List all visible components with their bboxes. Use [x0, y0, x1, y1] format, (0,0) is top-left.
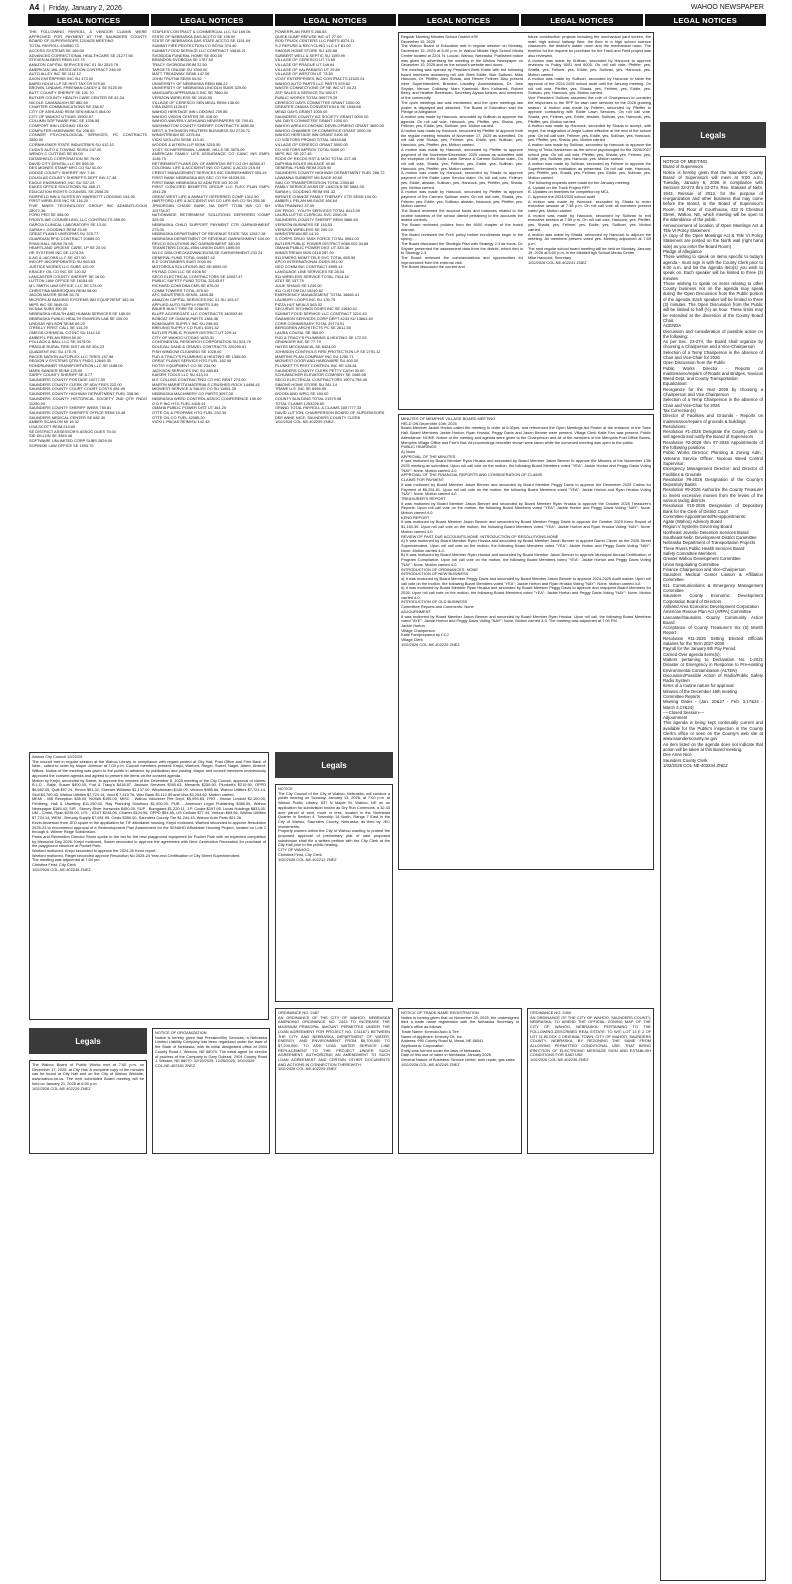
school-minutes-part-1: Regular Meeting Minutes School District #39 December 15, 2025 The Wahoo Board of Education met in regular session on Monday, December 15, 2025 at 6:00 p.m. in Wahoo Middle High School Media Center located at 2201 N. Locust, Wahoo, Nebraska. Published notice was given by advertising the meeting in the Wahoo Newspaper on December 10, 2025 and on the school's website and doors. The meeting was opened by President Brett Eddie with the following board members answering roll call: Brett Eddie, Bob Sullivan, Mike Hancock, Dr. Pfeiffer, Alex Shada, and Renee Fellmer. Also present were Superintendent, Brandon Lavalley, Administrators, Dr. Josh Snyder, Vernon Colldway, Marc Kaminski, Ben Kulhanek, Robert Berry, and Heather Beeleman, Secretary Alyssa Nelson, and members of the community. The open meetings law was mentioned, and the open meetings law poster is displayed and attached. The Board of Education said the Pledge of Allegiance. A motion was made by Hancock, seconded by Sullivan to approve the agenda. On roll call vote, Hancock, yes, Pfeiffer, yes, Shada, yes, Fellmer, yes, Eddie, yes, Sullivan, yes. Motion carried. A motion was made by Hancock, seconded by Pfeiffer to approve both the regular meeting minutes of November 17, 2025 as submitted. On roll call vote Shada, yes, Fellmer, yes, Eddie, yes, Sullivan, yes, Hancock, yes, Pfeiffer, yes. Motion carried. A motion was made by Hancock, seconded by Pfeiffer to approve payment of the November/December 2025 claims as submitted with the exception of the Eddie Lawn Service & Carmen Sullivan claim. On roll call vote, Shada, yes, Fellmer, yes, Eddie, yes, Sullivan, yes, Hancock, yes, Pfeiffer, yes. Motion carried. A motion was made by Hancock, seconded by Shada to approve payment of the Eddie Lawn Service claim. On roll call vote, Fellmer, yes, Eddie, abstain, Sullivan, yes, Hancock, yes, Pfeiffer, yes, Shada, yes. Motion carried. A motion was made by Hancock, seconded by Pfeiffer to approve payment of the Carmen Sullivan claim. On roll call vote, Shada, yes, Fellmer, yes, Eddie, yes, Sullivan, abstain, Hancock, yes, Pfeiffer, yes. Motion carried. The Board reviewed the account funds and balances related to the routine business of the school district pertaining to the accounts the district controls. The Board reviewed policies from the 6000 chapter of the board manual. The Board reviewed the PreK policy before enrollments begin in the spring. The Board discussed the Strategic Plan with Strategy 2.3 as focus. Dr. Snyder presented the assessment data from the district, which tied in to Strategy 2.3. The Board reviewed the commendations and opportunities for improvement from the external visit. The Board discussed the current and [401, 34, 523, 270]
legal-notices-bar-1: LEGAL NOTICES [28, 14, 149, 26]
memphis-minutes: MINUTES OF MEMPHIS VILLAGE BOARD MEETING HELD ON December 10th, 2025 Board Member Jackie Horton called the meeting to order at 6:30pm. and referenced the Open Meetings Act Poster at the entrance of the Town Hall. Board Members Jackie Horton, Ryan Hruska, Peggy Davis and Jason Benner were present. Village Clerk Katie Farr was present. Public Attendance: NONE. Notice of the meeting and agenda were given to the Chairperson and all of the members of the Memphis Post Office Boxes, Memphis Village Office and Farr's Bar. All proceedings hereafter shown were taken while the convened meeting was open to the public. PUBLIC HEARINGS A) None APPROVAL OF THE MINUTES It was motioned by Board Member Ryan Hruska and seconded by Board Member Jason Benner to approve the Minutes of the November 13th 2025 meeting as submitted. Upon roll call vote on the motion, the following Board Members voted "YEA": Jackie Horton and Peggy Davis Voting "NAY": None. Motion carried 4-0. APPROVAL OF THE FINANCIAL REPORTS AND CONSIDERATION OF CLAIMS CLAIMS FOR PAYMENT It was motioned by Board Member Jason Benner and seconded by Board Member Peggy Davis to approve the December 2025 Claims for Payment of $6,251.61. Upon roll call vote on the motion, the following Board Members voted "YEA": Jackie Horton and Ryan Hruska Voting "NAY": None. Motion carried 4-0. TREASURER'S REPORT It was motioned by Board Member Jason Benner and seconded by Board Member Ryan Hruska to approve the October 2025 Treasurer's Reports. Upon roll call vote on the motion, the following Board Members voted "YEA": Jackie Horton and Peggy Davis Voting "NAY": None. Motion carried 4-0. KENO REPORT It was motioned by Board Member Jason Benner and seconded by Board Member Peggy Davis to approve the October 2025 Keno Report of $1,163.39. Upon roll call vote on the motion, the following Board Members voted "YEA": Jackie Horton and Ryan Hruska Voting "NAY": None. Motion carried 4-0. REVIEW OF PAST DUE ACCOUNTS-NONE. INTRODUCTION OF RESOLUTIONS-NONE A) It was motioned by Board Member Ryan Hruska and seconded by Board Member Jason Benner to appoint Darrel Clever as the 2026 Street Superintendent. Upon roll call vote on the motion, the following Board Members voted "YEA": Jackie Horton and Peggy Davis Voting "NAY": None. Motion carried 4-0. B) It was motioned by Board Member Ryan Hruska and seconded by Board Member Jason Benner to approve Municipal Annual Certification of Program Compliance. Upon roll call vote on the motion, the following Board Members voted "YEA": Jackie Horton and Peggy Davis Voting "NAY": None. Motion carried 4-0. INTRODUCTION OF ORDINANCES- NONE INTRODUCTION OF NEW BUSINESS a) It was motioned by Board Member Peggy Davis and seconded by Board Member Jason Benner to approve 2024-2025 Audit waiver. Upon roll call vote on the motion, the following Board Members voted "YEA": Jackie Horton and Ryan Hruska Voting "NAY": None. Motion carried 4-0. b) It was motioned by Board Member Ryan Hruska and seconded by Board Member Peggy Davis to approve and reappoint Board Members for 2026. Upon roll call vote on the motion, the following Board Members voted "YEA": Jackie Horton and Peggy Davis Voting "NAY": None. Motion carried 4-0. INTRODUCTION OF OLD BUSINESS Committee Reports and Comments- None ADJOURNMENT It was motioned by Board Member Jason Benner and seconded by Board Member Ryan Hruska. Upon roll call, the following Board Members voted "AYE": Jackie Horton and Peggy Davis Voting "NAY": None. Motion carried 4-0. The meeting was adjourned at 7:00 PM. Jackie Horton Village Chairperson Katie Farr/prepared by CCJ Village Clerk 1/02/2026 COL-NE-402225 ZNEZ [401, 416, 651, 647]
board-meeting-notice: NOTICE OF MEETING Board of Supervisors Notice is hereby given that the Saunders County Board of Supervisors will meet at 9:00 a.m., Tuesday, January 6, 2026 in compliance with Sections 23-272 thru 23-274, Rev. Statutes of Nebr. 1943, Reissue of 2012, for the purpose of reorganization and other business that may come before the Board, in the Board of Supervisor's Room, 3rd Floor of Courthouse, 433 N Chestnut Street, Wahoo, NE, which meeting will be open to the attendance of the public. Announcement of location of Open Meetings Act & Title VI Policy Statement (A copy of the Open Meetings Act & Title VI Policy Statement are posted on the North wall (right hand side) as you enter the Board Room) Pledge of Allegiance Those wishing to speak on items specific to today's agenda - must sign in with the County Clerk prior to 9:00 a.m. and list the agenda item(s) you wish to speak on. Each speaker will be limited to three (3) minutes Those wishing to speak on items relating to other County business not on the agenda may speak during the Open Discussion from the Public portion of the agenda. Each speaker will be limited to three (3) minutes. The Open Discussion from the Public will be limited to half (½) an hour. These limits may be extended at the discretion of the County Board Chair. AGENDA Discussion and consideration of possible action on the following: As per Sec. 23-274, the Board shall organize by choosing a Chairperson and a Vice-Chairperson Selection of a Temp Chairperson in the absence of Chair and Vice-Chair for 2026 Open Discussion from the Public Public Works Director - Reports on maintenance/repairs of Roads and Bridges, Noxious Weed Dept. and County Transportation: Equalization: Reorganize for the Year 2026 by choosing a Chairperson and Vice Chairperson Selection of a Temp Chairperson in the absence of Chair and Vice-Chair for 2026 Tax Correction(s) Director of Facilities and Grounds - Reports on maintenance/repairs of grounds & buildings Resolutions: Resolution #1-2026 Designate the County Clerk to sell agenda and notify the Board of Supervisors Resolution #2-2026 thru #7-2026 Appointments of the following positions Public Works Director; Planning & Zoning Adm.; Veterans Service Officer; Noxious Weed Control Supervisor; Emergency Management Director; and Director of Facilities & Grounds Resolution #8-2026 Designation of the County's Depository Banks Resolution #9-2026 Authorize the County Treasurer to invest excessive monies from the levies of the various taxing districts Resolution #10-2026 Designation of Depository Bank for the Clerk of District Court Committee Appointments/Re-appointments: Agate (Wahoo) Advisory Board Region V Systems Governing Board Northeast Juvenile Detention Services Board Southeast Nebr. Development District Committee Nebraska Department of Transportation Projects Three Rivers Public Health Services Board Safety Committee Members Greater Wahoo Development Committee Union Negotiating Committee Finance Chairperson and Vice-Chairperson Saunders Medical Center Liaison & Affiliation Committee 911 Communications & Emergency Management Committee Saunders County Economic Development Corporation Board of Directors Ashland Area Economic Development Corporation American Rescue Plan Act (ARPA) Committee Lancaster/Saunders County Community Action Board Acceptance of County Treasurer's Six (6) Month Report Resolution #11-2026 Setting Elected Officials Salaries for the Term 2027-2030 Payroll for the January 9th Pay Period Carried Over agenda items(s): Matters pertaining to Declaration No. 1-2021 Disaster or Emergency in Response to Pre-existing Environmental Contamination (ALTEN) Discussion/Possible Action of Radio/Public Safety Radio System Items of a routine nature for approval: Minutes of the December 16th meeting Committee Reports Meeting Dates - (Jan. 20&27 - Feb. 3,17&24 - March 3,17&24) ----Closed Session---- Adjournment This agenda is being kept continually current and available for the Public's inspection in the County Clerk's office or seen on the County's web site at www.saunderscounty.ne.gov An item listed on the agenda does not indicate that action will be taken at this Board meeting. Dee Anne Nice Saunders County Clerk 1/02/2026 COL-NE-402234 ZNEZ [663, 159, 763, 768]
ordinance-2490: ORDINANCE NO. 2490 AN ORDINANCE OF THE CITY OF WAHOO, SAUNDERS COUNTY, NEBRASKA, TO AMEND THE OFFICIAL ZONING MAP OF THE CITY OF WAHOO, NEBRASKA, PERTAINING TO THE FOLLOWING-DESCRIBED REAL ESTATE: TO WIT: LOT 13 E 2 OF LOT 11 BLOCK 2 ORIGINAL TOWN, CITY OF WAHOO, SAUNDERS COUNTY, NEBRASKA; BY REZONING THE SAME FROM ALLOWING PERMITTED CONDITIONAL USE, THAT BEING ERECTION OF ELECTRONIC MESSAGE SIGN AND ESTABLISH CONDITIONS FOR SAID USE 1/02/2026 COL-NE-402236 ZNEZ [530, 1010, 651, 1063]
issue-date: Friday, January 2, 2026 [48, 4, 122, 12]
legals-heading-right: Legals [660, 122, 766, 148]
legal-notices-bar-row [28, 14, 766, 26]
public-works-notice: The Wahoo Board of Public Works met at 7:00 p.m. on December 17, 2025, at City Hall. A complete copy of the minutes can be found at City Hall and on the City of Wahoo Website, www.wahoo.ne.us. The next scheduled Board meeting will be held on January 21, 2026 at 6:00 p.m. 1/02/2026 COL-NE-402229 ZNEZ [32, 1062, 144, 1091]
school-minutes-part-2: future construction projects including the mechanical yard screen, the main high school hallway floor, the floor in a high school science classroom, the district's ladder room and the mechanical room. The timeline for the request for purchase for the Track and Field project was also reviewed. A motion was made by Sullivan, seconded by Hancock to approve revisions to Policy 6001 and 6005. On roll call vote, Pfeiffer, yes, Shada, yes, Fellmer, yes, Eddie, yes, Sullivan, yes, Hancock, yes. Motion carried. A motion was made by Sullivan, seconded by Hancock to table the approval of the 2024-2025 school audit until the January meeting. On roll call vote, Pfeiffer, yes, Shada, yes, Fellmer, yes, Eddie, yes, Sullivan, yes, Hancock, yes. Motion carried. Vice President Sullivan assumed the role of Chairperson to consider the responses to the RFP for lawn care services for the 2026 growing season. A motion was made by Fellmer, seconded by Pfeiffer to approve contracting with Eddie Lawn Services. On roll call vote, Shada, yes, Fellmer, yes, Eddie, abstain, Sullivan, yes, Hancock, yes, Pfeiffer, yes. Motion carried. A motion was made by Hancock, seconded by Shada to accept, with regret, the resignation of Angie Luben effective at the end of the school year. On roll call vote, Fellmer, yes, Eddie, yes, Sullivan, yes, Hancock, yes, Pfeiffer, yes, Shada, yes. Motion carried. A motion was made by Sullivan, seconded by Hancock to approve the hiring of Tricia Hankerson as the school psychologist for the 2026/2027 school year. On roll call vote, Pfeiffer, yes, Shada, yes, Fellmer, yes, Eddie, yes, Sullivan, yes, Hancock, yes. Motion carried. A motion was made by Sullivan, seconded by Fellmer to approve the Superintendent's evaluation as presented. On roll call vote, Hancock, yes, Pfeiffer, yes, Shada, yes, Fellmer, yes, Eddie, yes, Sullivan, yes. Motion carried. The following requests were made for the January meeting: A. Update on the Track Project RFP B. Updates on timelines for completion by MCL C. Approve the 2024/2025 school audit A motion was made by Hancock, seconded by Shada to enter executive session at 7:38 p.m. On roll call vote all members present voted yes. Motion carried. A motion was made by Hancock, seconded by Sullivan to exit executive session at 7:59 p.m. On roll call vote, Hancock, yes, Pfeiffer, yes, Shada, yes, Fellmer, yes, Eddie, yes, Sullivan, yes. Motion carried. A motion was made by Shada, seconded by Hancock to adjourn the meeting. All members present voted yes. Meeting adjourned at 7:59 p.m. The next regular school board meeting will be held on Monday, January 19, 2026 at 6:00 p.m. in the Middle/High School Media Center. Mike Hancock, Secretary 1/02/2026 COL-NE-402241 ZNEZ [528, 34, 651, 265]
page-number: A4 [29, 2, 40, 12]
legal-notices-bar-2: LEGAL NOTICES [151, 14, 272, 26]
newspaper-name: WAHOO NEWSPAPER [690, 3, 764, 11]
organization-notice: NOTICE OF ORGANIZATION Notice is hereby given that PrecisionSky Services, a Nebraska Limited Liability Company has been organized under the laws of the State of Nebraska, with its initial designated office at 2904 County Road J, Weston, NE 68070. The initial agent for service of process of the Company is Gary Dolezal, 2904 County Road J, Weston, NE 68070. 12/19/2025, 12/26/2025, 1/02/2026 COL-NE-402181 ZNEZ [155, 1030, 267, 1068]
ordinance-2487: ORDINANCE NO. 2487 AN ORDINANCE OF THE CITY OF WAHOO, NEBRASKA AMENDING ORDINANCE NO. 2443 TO INCREASE THE MAXIMUM PRINCIPAL AMOUNT PERMITTED UNDER THE LOAN AGREEMENT FOR PROJECT NO. C311671 BETWEEN THE CITY AND NEBRASKA DEPARTMENT OF WATER, ENERGY, AND ENVIRONMENT FROM $5,700,000 TO $7,200,000; TO ADD LEAD WATER SERVICE LINE REPLACEMENT TO THE PROJECT UNDER SUCH AGREEMENT; AUTHORIZING AN AMENDMENT TO SUCH LOAN AGREEMENT AND CERTAIN OTHER DOCUMENTS AND ACTIONS IN CONNECTION THEREWITH. 1/02/2026 COL-NE-402225 ZNEZ [278, 1010, 390, 1072]
legal-notices-bar-5: LEGAL NOTICES [521, 14, 642, 26]
city-hearing-notice: NOTICE The City Council of the City of Wahoo, Nebraska, will conduct a public hearing on Tuesday, January 13, 2026, at 7:00 p.m. at Wahoo Public Library, 637 N Maple St, Wahoo, NE on an application for subdivision known as Dry Run Commons, a 32.43 acre parcel of land, more or less, located in the Northeast Quarter in Section 4, Township 14 North, Range 7 East in the City of Wahoo, Saunders County, Nebraska, as filed by JEC Investments. Property owners within the City of Wahoo wanting to protest the proposed approval of preliminary plat of said proposed subdivision shall file a written petition with the City Clerk at the City Hall prior to the public hearing. CITY OF WAHOO Christina Feist, City Clerk 1/02/2026 COL-NE-402212 ZNEZ [278, 786, 390, 862]
city-council-minutes: Wahoo City Council 12/22/25 The council met in regular session at the Wahoo Library, in compliance with regard posted at City Hall, Post Office and First Bank of Nebr., called to order by Mayor Johnson at 7:00 p.m. Council members present: Krejci, Warford, Riegel, Sweet, Nagel, Albert. Absent: Wilkes. Notice of the meeting was given to the public in advance by publication and posting. Mayor and council members unanimously approved the consent agenda and agreed to present the items on the consent agenda. Motion by Krejci, seconded by Sweet, to approve the minutes of the December 8, 2025 meeting of the City Council, approval of claims: B.L.D - Baltz, Susan $400.00, Fud & Tracy's $418.87, Jackson Services $390.63, Menards $259.50, Plunkett's $219.50, OPPD $6,652.05, Quill $97.24, Revco $51.32, Sherwin-Williams $1,137.00, Windstream $145.09, Verizon $985.66, Wahoo Utilities $7,724.14, Stull $4,760.43, Wahoo Utilities $7,724.14, Vinci $ 7,410.76, Wex Bank $3,112.59 and Visa $3,254.62. Motion carried. MEMI - MB Reception $35.00, NOWA $195.00, MISC - Wahoo Volunteer Fire Dept. $5,999.83, FRO - Brown Lindahl $2,100.00, Fehlberg, Hall & Ulwelling $11,250.00, Ray Planning Solutions $1,000.00, PUB - American Legal Publishing $380.00, Wahoo Newspaper $165.43, SIR - Stoney River Ironworks $450.00, SUP - Bomgaars $1,220.11, J.P. Cooke $197.95, Lucas Holdings $833.00, UM - Christ, Ryan $235.00, UTL - AT&T $248.05, Charter $124.95, OPPD $54.85, US Cellular $77.44, Verizon $65.56, Wahoo Utilities $7,724.14, WEM - Breunig Supply $7,651.95. Costs $350.00, Saunders County Tire $1,244.43, Wahoo Auto Parts $21.26. Kevin Anderson from JEO spoke to the application for TIF affordable housing. Krejci motioned, Warford seconded to approve Resolution 2025-23 to recommend approval of a Redevelopment Plan Amendment for the SENAHD Affordable Housing Project, located on Lots 1 through 6, Wilmer Ridge Subdivision. Parks and Recreation Director Sturtz spoke to the bid for the new playground equipment for Pocket Park with an expected completion by Memorial Day 2026. Krejci motioned, Sweet seconded to approve the agreement with Next Generation Recreation for purchase of the playground structure at Pocket Park. Warford motioned, Krejci seconded to approve the 2024-25 Keno report. Warford motioned, Riegel seconded approve Resolution No 2025-24 Year-end Certification of City Street Superintendent. The meeting was adjourned at 7:54 pm Christina Feist, City Clerk 1/02/2026 COL-NE-402248 ZNEZ [32, 754, 266, 872]
legals-heading-left: Legals [29, 1028, 147, 1054]
legal-notices-bar-6: LEGAL NOTICES [645, 14, 766, 26]
legal-notices-bar-4: LEGAL NOTICES [398, 14, 519, 26]
legals-heading-middle: Legals [275, 752, 393, 778]
claims-column-1: THE FOLLOWING PAYROLL & VENDOR CLAIMS WERE APPROVED FOR PAYMENT AT THE SAUNDERS COUNTY BOARD OF SUPERVISORS 12/16/25 MEETING TOTAL PAYROLL 404550.73 ACCESS SYSTEMS SE 169.00 ADVANCED CORRECTIONAL HEALTHCARE SE 21277.58 STEVEN ALBERS REIM 107.73 AMAZON CAPITAL SERVICES INC 01 SU 2515.78 AMERICAN JAIL ASSOCIATION CONTRACT 246.00 AUTO ALLEY INC SE 1111.12 AXON ENTERPRISE INC SU 473.92 BAIRD HOLM LLP SE HIST TAX CR 579.00 BROWN, LINDAHL FREEMAN CADDY & SE 9125.00 BUTT COUNTY SHERIFF SE 101.70 BUTLER COUNTY HEALTH CARE CENTER SE 42.34 NICOLE CAVANAUGH SE 882.50 CHARTER COMMUNICATIONS SE 338.97 CITY OF ASHLAND REIM SEN MEALS 564.00 CITY OF WAHOO UT/GAS 15902.57 COLUMN SOFTWARE PBC SE 1206.55 COMPORT INN LODGING 153.00 COMPUTER HARDWARE SU 208.00 CONNER PSYCHOLOGICAL SERVICES, PC CONTRACTS 2850.00 CORNHUSKER STATE INDUSTRIES SU 412.10 CUDA'S AUTO & TOWING SE/SU 247.00 WENDY C CUTTING SE 55.00 DATASHIELD CORPORATION SE 75.00 DAVID CITY DENTAL LLC SE 895.00 DES MOINES STAMP MFG CO SU 41.00 DODGE COUNTY SHERIFF INV 7.46 DOUGLAS COUNTY SHERIFF'S DEPT INV 17.48 EAGLE ENGRAVING, INC SU 337.23 EAKES OFFICE SOLUTIONS SU 468.17 EDUCATION RIGHTS COUNSEL SE 2506.25 FAIRFIELD INN & SUITES BY MARRIOTT LODGING 154.95 FIRST WIRELESS INC SE 116.20 FIVE NINES TECHNOLOGY GROUP INC ADMIN/TL/COLB 28072.36 FORD PRO SE 308.00 FRONTLINE COUNSELING, LLC CONTRACTS 395.00 GARCIA CLINICAL LABORATORY SE 13.00 SARAH L GOODING REIM 25.00 GREAT PLAINS UNIFORMS SU 378.77 GUARDIAN RFID CONTRACT 20689.00 RYAN HALL SE/MI 76.08 HEARTLAND URGENT CARE, LP SE 20.00 HR SYSTEMS INC SE 1274.28 ILAG & JACOBS LLC SE 437.50 INDOFF INCORPORATED SU 563.63 JUSTICE WORKS LLC SUBS 120.00 KRACEY OIL CO INC SE 120.02 LANCASTER COUNTY SHERIFF SE 16.00 LUTTON LAW OFFICE SE 16154.65 M L SMITH LAW OFFICE, LLC SE 175.00 CHRISTINA MARROQUIN REIM 98.00 JACOB MAYER SE/MI 34.76 MICROFILM IMAGING SYSTEMS IND EQUIP RENT 162.34 MIPS INC SE 3649.03 NCDAA SUBS 350.00 NEBRASKA HEALTH AND HUMAN SERVICES SE 180.00 NEBRASKA PUBLIC HEALTH ENVIRON LAB SE 105.00 LINDSAY NELSON SE/MI 69.20 O'REILLY FIRST CALL SE 114.29 OMEGA CHEMICAL CO INC SU 1114.19 AMBER L PELAN REIM 50.00 POLLACK & BALL LLC SE 3475.00 PRAGUE RURAL FIRE DIST #6 SE 304.23 QUADIENT INC SU 175.75 RACER NATION AUTOPLEX LLC TIRES 157.98 REGION V SYSTEMS QTRLY FNDG 12649.35 RONDRUNNER TRANSPORTATION LLC SE 1188.00 MARK SANDER SE/MI 125.00 SARPY COUNTY SHERIFF SE 8.77 SAUNDERS COUNTY POSTAGE 10277.59 SAUNDERS COUNTY CLERK OF ADV FEES 222.00 SAUNDERS COUNTY COURT COURT COSTS 481.99 SAUNDERS COUNTY HIGHWAY DEPARTMENT FUEL 338.96 SAUNDERS COUNTY HISTORICAL SOCIETY 2ND QTR FNDG 11250.00 SAUNDERS COUNTY SHERIFF WEBS 750.81 SAUNDERS COUNTY SHERIFFS OFFICE REIM 10.48 SAUNDERS MEDICAL CENTER SE 882.30 AMBER SCANLON MI 16.32 LISA SCOTT REIM 219.60 SE DISTRICT ASSESSOR'S ASSOC DUES 75.00 SID DILLON SE 3363.48 SOFTWARE UNLIMITED CORP SUBS 2629.00 SOPINSKI LAW OFFICE SE 1593.75 [29, 29, 147, 448]
claims-column-3: POWERPLAN PARTS 266.83 QUICK DUMP REFUSE INC UT 27.00 ROD TRUCK CENTERS LLC PARTS 8374.11 S-2 REFUSE & RECYCLING LLC UT 81.00 SIMONS HOME STORE SU 126.88 SUBBERT WELL & SEPTIC SU 1199.99 VILLAGE OF CERESCO UT 73.65 VILLAGE OF PRAGUE UT 149.64 VILLAGE OF VALPARAISO UT 29.85 VILLAGE OF WESTON UT 73.50 VOGT ENTERPRISES INC CONTRACTS 11520.01 WAHOO AUTO PARTS LLC PARTS 925.62 WASTE CONNECTIONS OF NE INC UT 40.23 ZEP SALES & SERVICE SU 592.07 PUBLIC WORKS TOTAL 565779.29 CERESCO DAYS COMMITTEE GRANT 1000.00 GREATER OMAHA CONVENTION & SE 1548.68 MEAD DAYS GRANT 1000.00 SAUNDERS COUNTY AG SOCIETY GRANT 5000.00 VAL DAYS COMMITTEE GRANT 1000.00 WAHOO AREA ECONOMIC DEVELOPMENT GRANT 3600.00 WAHOO CHAMBER OF COMMERCE GRANT 3000.00 WAHOO HERITAGE INN GRANT 2400.00 CO VISITORS PROMO TOTAL 18449.68 VILLAGE OF CERESCO GRANT 5000.00 CO VISITORS IMPROV TOTAL 5000.00 MIPS INC SE 227.45 RODS OF RECDS RST & MOD TOTAL 227.45 DAPHINA BOLES MILEAGE 40.60 GENERAL FUND REIM 2025.90 SAUNDERS COUNTY HIGHWAY DEPARTMENT FUEL 286.72 LAWANNA SUBBERT MILEAGE 40.60 SAU CO TRANSPORTATION TOTAL 2393.80 FAMILY SERVICE ASSN OF LINCOLN SE 5683.39 SARAH L GOODING REIM 391.32 INFINITE CHANGE FAMILY THERAPY CTR SE/MI 100.00 AMBER L PELAN MILEAGE 164.64 VISA TRAINING 37.49 DIV PROG - YOUTH SERVICES TOTAL 6413.09 LAURA LUTTIG CLERICAL SVC 2000.00 SAUNDERS COUNTY SHERIFF REIM 3686.59 VERIZON BUSINESS SE 116.53 VERIZON WIRELESS SE 290.22 WINDSTREAM SE 14.19 S CORPS DRUG TASK FORCE TOTAL 5961.03 BUTLER PUBLIC POWER DISTRICT 5069.002 34.68 OMAHA PUBLIC POWER DIST UT 333.36 WINDSTREAM 9020.0118 287.90 911 EMERG MGMT TELE SVC TOTAL 655.96 APCO INTERNATIONAL DUES 391.00 GEO COMM INC CONTRACT 6995.14 LANGUAGE LINE SERVICES SE 28.04 911 WIRELESS SERVICE TOTAL 7414.18 AT&T SE 157.79 JULIE SHAUD SE 1240.00 911 CUSTOM DU 15240.62 EMERGENCY MANAGEMENT TOTAL 16640.41 LAUNDRY LOOPS INC SU 130.75 PIZZA HUT MEALS 563.32 SECURUS TECHNOLOGIES INC SE 11630.01 SUMMIT FOOD SERVICE LLC CONTRACT 3210.43 SWANSON SERVICES CORP DEPT #233 SU 13661.40 CORR COMMISSARY TOTAL 29774.91 BERGGREN ARCHITECTS PC SE 2612.50 LAURA COUFAL SE 360.00 FUD & TRACY'S PLUMBING & HEATING SE 172.53 GRAINGER INC SE 77.79 HAYES MECHANICAL SE 6424.00 JOHNSON CONTROLS FIRE PROTECTION LP SE 2791.12 MARTINS PLAN COMPANY INC SU 1250.71 MIDWEST DOOR AND HARDWARE SU 400.00 PLUNKETT'S PEST CONTROL INC SE 128.61 SAUNDERS COUNTY CLERK PETTY CASH 30.00 SCHUMACHER ELEVATOR COMPANY SE 1065.98 SECO ELECTRICAL CONTRACTORS 19074.755.45 SIMONS HOME STORE SU 281.14 TRANE U.S. INC SE 6496.55 WOODLAND WPIC SE 180.00 COUNTY BUILDING TOTAL 21379.98 TOTAL CLAIMS 1253226.60 GRAND TOTAL PAYROLL & CLAIMS 1657777.33 DAVID LUTTON, CHAIRPERSON BOARD OF SUPERVISORS DEE ANNE NICE, SAUNDERS COUNTY CLERK 1/02/2026 COL-NE-402239 ZNEZ [275, 29, 385, 425]
claims-column-2: STAPLES CONTRACT & COMMERCIAL LLC SU 169.06 STATE OF NEBRASKA DAS ACCTG SE 195.00 STATE OF NEBRASKA DAS STATE ACCTG SE 1151.09 SUMMIT FIRE PROTECTION CO SE/SU 374.40 SUMMIT FOOD SERVICE LLC CONTRACT 40816.21 SVOBODA FUNERAL HOME SE 800.00 BRANDON SVOBODA SE 1787.50 TRACY SVOBODA REIM 22.50 TARGETS ONLINE SU 1390.00 MATT TREADWAY SE/MI 147.06 JOHN TRUTNA SE/MI 54.52 UNIVERSITY OF NEBRASKA REIM 658.22 UNIVERSITY OF NEBRASKA LINCOLN SUBS 325.00 VANGUARD APPRAISALS INC SE 7860.00 VERIZON WIRELESS SE 1916.55 VILLAGE OF CERESCO SEN MEAL REIM 136.00 VISA DUES 1126.67 WAHOO HERITAGE INN LODGING 239.85 WAHOO VISION CENTER SE 418.00 WAHOO-WAVERLY-ASHLAND NEWSPAPERS SE 790.61 WASHINGTON COUNTY SHERIFF CONTRACTS 1885.00 WEST, A THOMSON REUTERS BUSINESS SU 2726.72 WINDSTREAM SE 1375.64 VICKI WOLLEN SE/MI 113.41 WOODS & AITKEN LLP SE/MI 3215.50 YOST, SCHAFERSMAN, LAMME, HILLS SE 3578.09 AMERICAN FAMILY LIFE ASSURANCE CO CANC INS EMPL 1145.73 RETIREMENT PLANS DIV OF AMERITAS RET CO DH 46350.37 COLONIAL LIFE & ACCIDENT INS CO CANC & ACCD 215.04 CREDIT MANAGEMENT SERVICES INC GARNISHMENT 354.15 FIRST BANK NEBRASKA 60S SEC CO SH 91039.53 FIRST BANK NEBRASKA 02 ADM FEE DD 10.00 FIRST CONCORD BENEFITS GROUP LLC FLEX PLAN EMPL 1941.28 GREAT-WEST LIFE & ANNUITY DEFERRED COMP 1312.50 HARTFORD LIFE & ACCIDENT INS CO LIFE INS CO SH 255.36 JPMORGAN CHASE BANK, NA DEPT 77158 INS CO SH 113734.37 NATIONWIDE RETIREMENT SOLUTIONS DEFERRED COMP 325.00 NEBRASKA CHILD SUPPORT PAYMENT CTR GARNISHMENT 273.00 NEBRASKA DEPARTMENT OF REVENUE STATE TAX 12617.28 NEBRASKA DEPARTMENT OF REVENUE GARNISHMENT 100.00 REVCO SOLUTIONS INC GARNISHMENT 340.83 TEAMSTERS LOCAL #554 UNION DUES 1695.50 WLCC DBA CHECKADVANCEUSA SE GARNISHMENT 233.24 GENERAL FUND TOTAL 944487.42 B D CONTAINERS SUBT 2000.00 MOTOROLA SOLUTIONS INC SE 8000.00 PS RAD COM LLC SE 6106.50 SECO ELECTRICAL CONTRACTORS SE 18037.47 PUBLIC SAFETY FUND TOTAL 32143.97 RICHARD COMI DBA CMS SE 875.00 COMM TOWERS TOTAL 875.00 AFC INDUSTRIES SENSL 1455.38 AMAZON CAPITAL SERVICES INC 01 SU 103.47 APPLIED AUTO SUPPLY PARTS 3.89 BAUER BUILT TIRE SE 2266.49 BLUFF AGGREGATE LLC CONTRACTS 180932.46 BOBCAT OF OMAHA PARTS 1384.36 BOMGAARS SUPPLY INC SU 298.83 BREUNIG SUPPLY CO FUEL 6191.32 BUTLER PUBLIC POWER DISTRICT UT 229.14 CITY OF WAHOO UT/GAS 1633.31 CONTINENTAL RESEARCH CORPORATION SU 524.70 DOLEZAL SAND & GRAVEL CONTRACTS 225290.61 FISH WINDOW CLEANING SE 1028.00 FUD & TRACY'S PLUMBING & HEATING SE 1355.60 GREAT PLAINS SERVICE HTG FUEL 182.90 HOTSY EQUIPMENT CO SE 234.00 JACKSON SERVICES INC SU 883.83 KAISER TOOLS LLC SU 413.10 M E COLLINS CONTRACTING CO INC RENT 274.00 MARTIN MARIETTA MATERIALS CRUSHED ROCK 14498.41 MIDWEST SERVICE & SALES CO SU 11851.25 NEBRASKA MACHINERY CO PARTS 3097.00 NEBRASKA WEED CONTROL ASSOC CONFERENCE 150.00 O D P INC HTG FUEL 4416.91 OMAHA PUBLIC POWER DIST UT 361.20 OTTE OIL & PROPANE HTG FUEL 232.35 OTTE OIL CO FUEL 42085.20 VICKI L PACAS REIM/SU 142.43 [152, 29, 270, 425]
legal-notices-bar-3: LEGAL NOTICES [275, 14, 396, 26]
page-header: A4 | Friday, January 2, 2026 WAHOO NEWSPAPER [29, 2, 764, 12]
trade-name-notice: NOTICE OF TRADE NAME REGISTRATION Notice is hereby given that on November 25, 2025, the undersigned filed a trade name registration with the Nebraska Secretary of State's office as follows: Trade Name: Kmecko Auto & Tire Name of Applicant: Kmecky Oil, Inc. Address: 990 County Road M, Mead, NE 68041 Applicant is: Corporation Entity was formed under the laws of Nebraska. Date of first use of name in Nebraska: January 2025 General Nature of Business: Service center, auto repair, gas sales 1/02/2026 COL-NE-402245 ZNEZ [401, 1010, 519, 1067]
